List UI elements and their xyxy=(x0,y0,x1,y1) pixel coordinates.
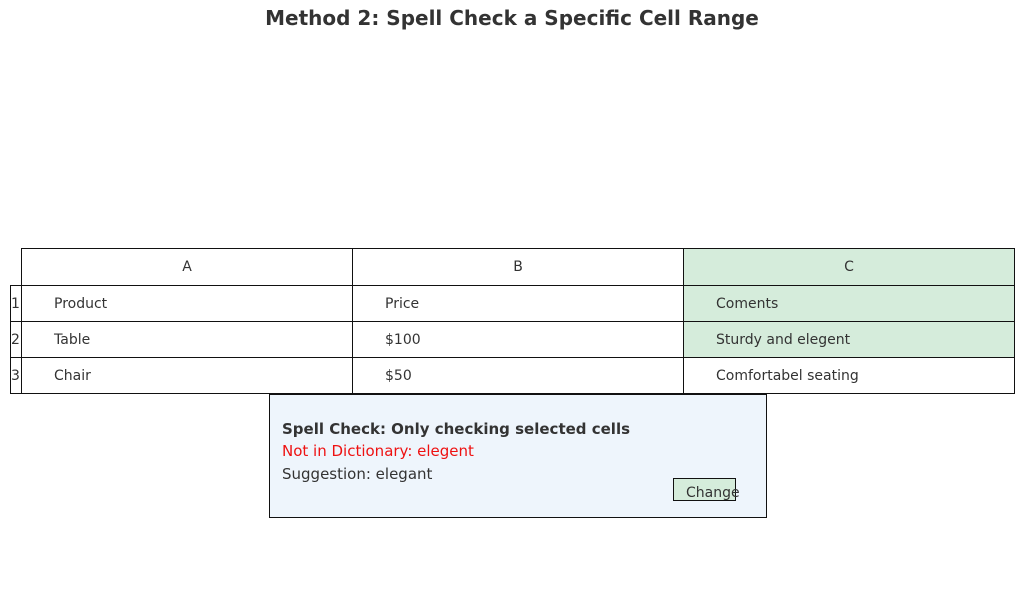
cell-c2[interactable]: Sturdy and elegent xyxy=(683,321,1015,358)
cell-c1[interactable]: Coments xyxy=(683,285,1015,322)
cell-a1[interactable]: Product xyxy=(21,285,353,322)
page-title: Method 2: Spell Check a Specific Cell Range xyxy=(265,6,759,30)
column-header-b[interactable]: B xyxy=(352,248,684,286)
change-button[interactable] xyxy=(673,478,740,501)
cell-b1[interactable]: Price xyxy=(352,285,684,322)
column-header-a[interactable]: A xyxy=(21,248,353,286)
spell-check-dialog xyxy=(269,394,767,518)
cell-a2[interactable]: Table xyxy=(21,321,353,358)
change-button-label: Change xyxy=(686,485,740,501)
dialog-heading: Spell Check: Only checking selected cells xyxy=(282,420,631,438)
suggestion-text: Suggestion: elegant xyxy=(282,465,433,483)
cell-a3[interactable]: Chair xyxy=(21,357,353,394)
row-header-2[interactable]: 2 xyxy=(10,321,22,358)
column-header-c[interactable]: C xyxy=(683,248,1015,286)
row-header-1[interactable]: 1 xyxy=(10,285,22,322)
cell-b2[interactable]: $100 xyxy=(352,321,684,358)
row-header-3[interactable]: 3 xyxy=(10,357,22,394)
cell-b3[interactable]: $50 xyxy=(352,357,684,394)
not-in-dictionary-text: Not in Dictionary: elegent xyxy=(282,442,474,460)
cell-c3[interactable]: Comfortabel seating xyxy=(683,357,1015,394)
